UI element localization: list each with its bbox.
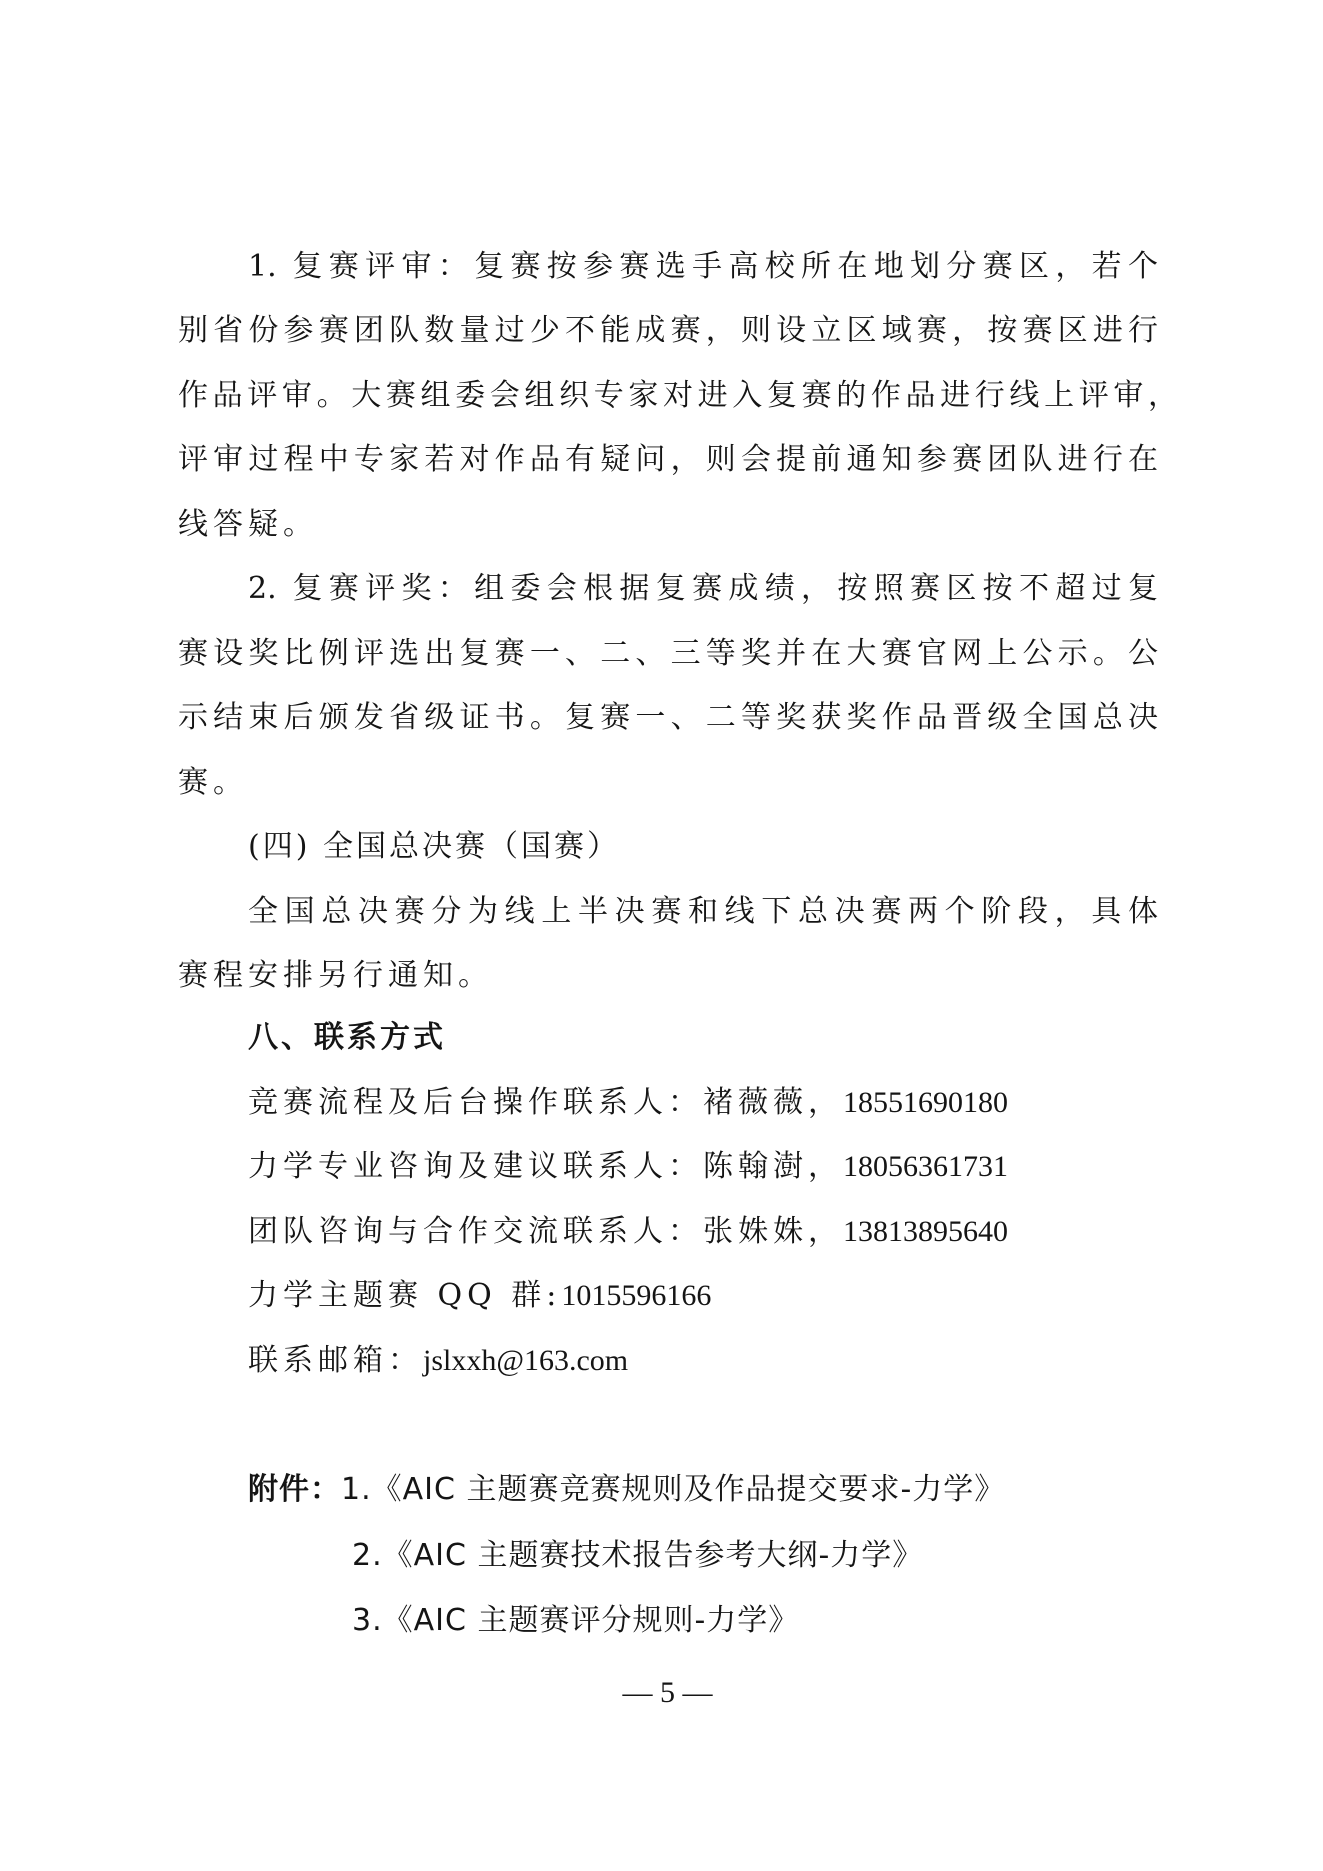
contact-row-team	[248, 1212, 1008, 1252]
page-number: — 5 —	[622, 1676, 713, 1709]
contact-phone: 13813895640	[843, 1215, 1008, 1248]
qq-group-label: 力学主题赛 QQ 群:	[248, 1278, 562, 1313]
contact-section-heading: 八、联系方式	[248, 1020, 446, 1055]
attachment-item: 1.《AIC 主题赛竞赛规则及作品提交要求-力学》	[341, 1472, 1006, 1507]
award-paragraph-line-3: 示结束后颁发省级证书。复赛一、二等奖获奖作品晋级全国总决	[178, 700, 1158, 735]
qq-group-number: 1015596166	[561, 1279, 712, 1312]
attachment-item: 2.《AIC 主题赛技术报告参考大纲-力学》	[352, 1538, 924, 1573]
attachment-item: 3.《AIC 主题赛评分规则-力学》	[352, 1603, 800, 1638]
email-label: 联系邮箱：	[248, 1343, 423, 1378]
contact-role: 团队咨询与合作交流联系人：	[248, 1214, 703, 1249]
contact-phone: 18551690180	[843, 1086, 1008, 1119]
contact-name: 张姝姝，	[703, 1214, 843, 1249]
attachment-row-1	[248, 1470, 1005, 1510]
attachment-row-3	[352, 1601, 799, 1641]
email-row	[248, 1341, 628, 1381]
review-paragraph-line-4: 评审过程中专家若对作品有疑问，则会提前通知参赛团队进行在	[178, 442, 1158, 477]
award-paragraph-line-1: 2. 复赛评奖：组委会根据复赛成绩，按照赛区按不超过复	[248, 571, 1158, 606]
review-paragraph-line-2: 别省份参赛团队数量过少不能成赛，则设立区域赛，按赛区进行	[178, 313, 1158, 348]
national-final-heading: (四) 全国总决赛（国赛）	[248, 829, 620, 864]
contact-name: 褚薇薇，	[703, 1085, 843, 1120]
contact-row-mechanics	[248, 1147, 1008, 1187]
qq-group-row	[248, 1276, 711, 1316]
contact-phone: 18056361731	[843, 1150, 1008, 1183]
award-paragraph-line-2: 赛设奖比例评选出复赛一、二、三等奖并在大赛官网上公示。公	[178, 636, 1158, 671]
contact-role: 力学专业咨询及建议联系人：	[248, 1149, 703, 1184]
review-paragraph-line-5: 线答疑。	[178, 507, 318, 542]
contact-row-process	[248, 1083, 1008, 1123]
national-final-line-1: 全国总决赛分为线上半决赛和线下总决赛两个阶段，具体	[248, 894, 1158, 929]
award-paragraph-line-4: 赛。	[178, 765, 248, 800]
attachment-label: 附件：	[248, 1472, 341, 1507]
review-paragraph-line-3: 作品评审。大赛组委会组织专家对进入复赛的作品进行线上评审，	[178, 378, 1178, 413]
national-final-line-2: 赛程安排另行通知。	[178, 958, 493, 993]
email-address: jslxxh@163.com	[423, 1344, 629, 1377]
review-paragraph-line-1: 1. 复赛评审：复赛按参赛选手高校所在地划分赛区，若个	[248, 249, 1158, 284]
contact-role: 竞赛流程及后台操作联系人：	[248, 1085, 703, 1120]
contact-name: 陈翰澍，	[703, 1149, 843, 1184]
attachment-row-2	[352, 1536, 923, 1576]
